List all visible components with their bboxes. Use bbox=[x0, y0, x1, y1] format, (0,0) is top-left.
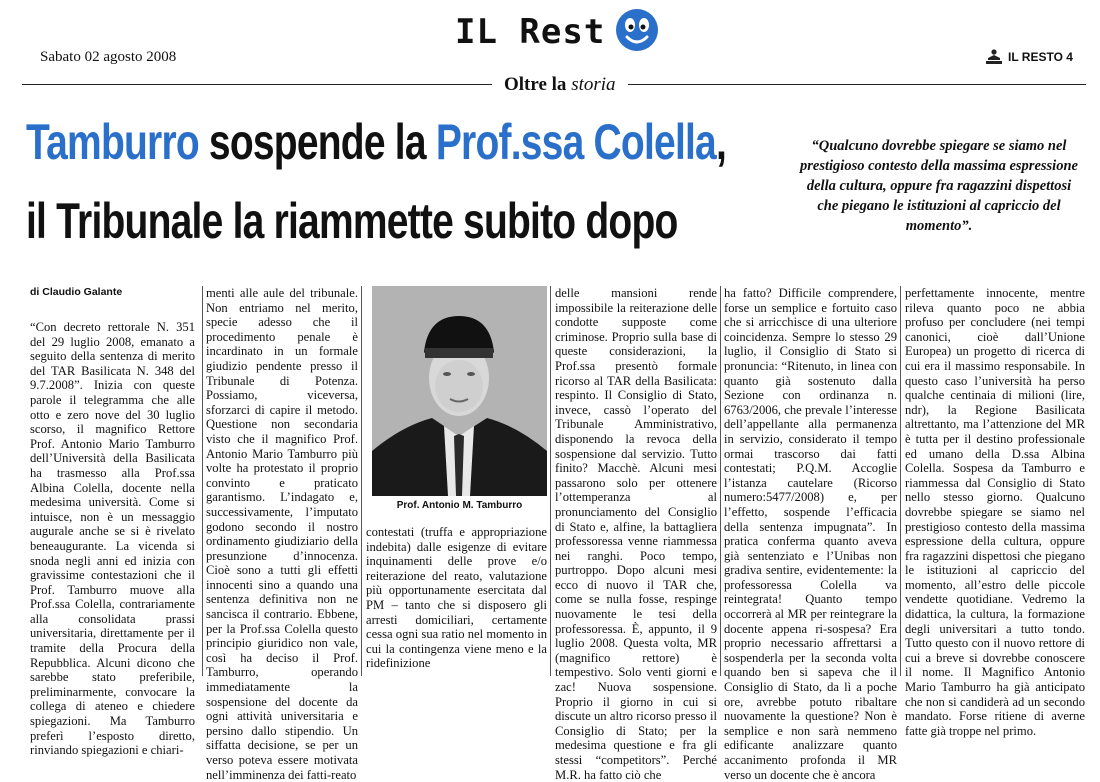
section-label-regular: Oltre la bbox=[504, 74, 572, 95]
section-label-italic: storia bbox=[571, 74, 616, 95]
headline-comma: , bbox=[715, 114, 727, 170]
article-text: “Con decreto rettorale N. 351 del 29 luglio 2008, emanato a seguito della sentenza di merito del TAR Basilicata N. 348 del 9.7.2008”. Inizia con queste parole il telegramma che alle otto e zero nove del 30 luglio scorso, il magnifico Rettore Prof. Antonio Mario Tamburro dell’Università della Basilicata ha trasmesso alla Prof.ssa Albina Colella, docente nella medesima università. Come si intuisce, non è un messaggio augurale anche se si è rivelato beneaugurante. La vicenda si snoda negli anni ed inizia con gravissime contestazioni che il Prof. Tamburro muove alla Prof.ssa Colella, contrariamente alla consolidata prassi universitaria, direttamente per il tramite della Procura della Repubblica. Alcuni dicono che sarebbe stato preferibile, preliminarmente, convocare la collega di ateneo e chiedere spiegazioni. Ma Tamburro preferì l’esposto diretto, rinviando spiegazioni e chiari- bbox=[30, 320, 195, 758]
article-column-4 bbox=[555, 286, 717, 782]
masthead-title: IL Rest bbox=[455, 12, 606, 52]
page-tag bbox=[985, 49, 1073, 65]
article-column-2 bbox=[206, 286, 358, 782]
headline-text-1: sospende la bbox=[198, 114, 436, 170]
headline-name-2: Prof.ssa Colella bbox=[435, 114, 716, 170]
column-rule bbox=[550, 286, 551, 676]
issue-date: Sabato 02 agosto 2008 bbox=[40, 49, 177, 65]
column-rule bbox=[202, 286, 203, 676]
column-rule bbox=[900, 286, 901, 676]
reading-figure-icon bbox=[985, 49, 1003, 65]
article-text: ha fatto? Difficile comprendere, forse un semplice e fortuito caso che si arricchisce di una ulteriore coincidenza. Sempre lo stesso 29 luglio, il Consiglio di Stato si pronuncia: “Ritenuto, in linea con quanto già sostenuto dalla Sezione con ordinanza n. 6763/2006, che prevale l’interesse dell’appellante alla permanenza in servizio, considerato il tempo ormai trascorso dai fatti contestati; P.Q.M. Accoglie l’istanza cautelare (Ricorso numero:5477/2008) e, per l’effetto, sospende l’efficacia della sentenza impugnata”. In pratica conferma quanto aveva già sentenziato e l’Unibas non gradiva sentire, evidentemente: la professoressa Colella va reintegrata! Quanto tempo occorrerà al MR per reintegrare la docente appena ri-sospesa? Era proprio necessario affrettarsi a sospenderla per la seconda volta quando ben si sapeva che il Consiglio di Stato, da lì a poche ore, avrebbe potuto ribaltare nuovamente la questione? Non è semplice e non sarà nemmeno edificante analizzare quanto accanimento profonda il MR verso un docente che è ancora bbox=[724, 286, 897, 782]
byline: di Claudio Galante bbox=[30, 286, 123, 298]
article-column-5 bbox=[724, 286, 897, 782]
pull-quote: “Qualcuno dovrebbe spiegare se siamo nel prestigioso contesto della massima espressione della cultura, oppure fra ragazzini dispettosi che piegano le istituzioni al capriccio del momento”. bbox=[800, 138, 1078, 234]
article-text: delle mansioni rende impossibile la reiterazione delle condotte supposte come criminose. Proprio sulla base di queste considerazioni, la Prof.ssa presentò formale ricorso al TAR della Basilicata: respinto. Il Consiglio di Stato, invece, cassò l’operato del Tribunale Amministrativo, disponendo la revoca della sospensione dal servizio. Tutto finito? Macchè. Alcuni mesi passarono solo per ottenere l’ottemperanza al pronunciamento del Consiglio di Stato e, alfine, la battagliera professoressa venne riammessa nei ranghi. Poco tempo, purtroppo. Dopo alcuni mesi ecco di nuovo il TAR che, come se nulla fosse, respinge nuovamente le tesi della professoressa. È, appunto, il 9 luglio 2008. Questa volta, MR (magnifico rettore) è tempestivo. Solo venti giorni e zac! Nuova sospensione. Proprio il giorno in cui si discute un altro ricorso presso il Consiglio di Stato; per la medesima questione e fra gli stessi “competitors”. Perché M.R. ha fatto ciò che bbox=[555, 286, 717, 782]
section-header bbox=[22, 73, 1086, 97]
headline-name-1: Tamburro bbox=[26, 114, 199, 170]
article-text: contestati (truffa e appropriazione indebita) dalle esigenze di evitare inquinamenti delle prove e/o reiterazione del reato, valutazione più opportunamente esercitata dal PM – tanto che si disposero gli arresti domiciliari, certamente cessa ogni sua ratio nel momento in cui la contingenza viene meno e la ridefinizione bbox=[366, 525, 547, 671]
article-column-1 bbox=[30, 320, 195, 758]
portrait-illustration bbox=[372, 286, 547, 496]
headline-line-1 bbox=[26, 114, 727, 170]
headline-line-2: il Tribunale la riammette subito dopo bbox=[26, 193, 678, 249]
article-column-3 bbox=[366, 525, 547, 678]
section-label bbox=[492, 74, 628, 96]
article-text: perfettamente innocente, mentre rileva quanto poco ne abbia profuso per concludere (nei tempi canonici, cioè dall’Unione Europea) un progetto di ricerca di cui era il massimo responsabile. In questo caso l’università ha perso qualche centinaia di milioni (lire, ndr), la Regione Basilicata altrettanto, ma l’attenzione del MR è tutta per il destino professionale ed umano della D.ssa Albina Colella. Sospesa da Tamburro e riammessa dal Consiglio di Stato nello stesso giorno. Qualcuno dovrebbe spiegare se siamo nel prestigioso contesto della massima espressione della cultura, oppure fra ragazzini dispettosi che piegano le istituzioni al capriccio del momento, all’estro delle piccole vendette quotidiane. Vedremo la didattica, la cultura, la formazione degli universitari a tutto tondo. Tutto questo con il nuovo rettore di cui a breve si dovrebbe conoscere il nome. Il Magnifico Antonio Mario Tamburro ha già anticipato che non si candiderà ad un secondo mandato. Forse ritiene di averne fatte già troppe nel primo. bbox=[905, 286, 1085, 738]
column-rule bbox=[720, 286, 721, 676]
photo-caption: Prof. Antonio M. Tamburro bbox=[396, 500, 523, 511]
portrait-photo bbox=[372, 286, 547, 496]
smiley-face-icon bbox=[613, 6, 661, 54]
article-column-6 bbox=[905, 286, 1085, 738]
article-text: menti alle aule del tribunale. Non entriamo nel merito, specie adesso che il procedimento penale è incardinato in un formale giudizio pendente presso il Tribunale di Potenza. Possiamo, viceversa, sforzarci di capire il metodo. Questione non secondaria visto che il magnifico Prof. Antonio Mario Tamburro più volte ha protestato il proprio convinto e praticato garantismo. L’indagato e, successivamente, l’imputato godono secondo il nostro ordinamento giudiziario della presunzione d’innocenza. Cioè sono a tutti gli effetti innocenti sino a quando una sentenza definitiva non ne sancisca il contrario. Ebbene, per la Prof.ssa Colella questo principio giuridico non vale, così ha deciso il Prof. Tamburro, operando immediatamente la sospensione del docente da ogni attività universitaria e persino dallo stipendio. Un siffatta decisione, se per un verso poteva essere motivata nell’imminenza dei fatti-reato bbox=[206, 286, 358, 782]
page-tag-label: IL RESTO 4 bbox=[1008, 50, 1073, 64]
column-rule bbox=[361, 286, 362, 676]
